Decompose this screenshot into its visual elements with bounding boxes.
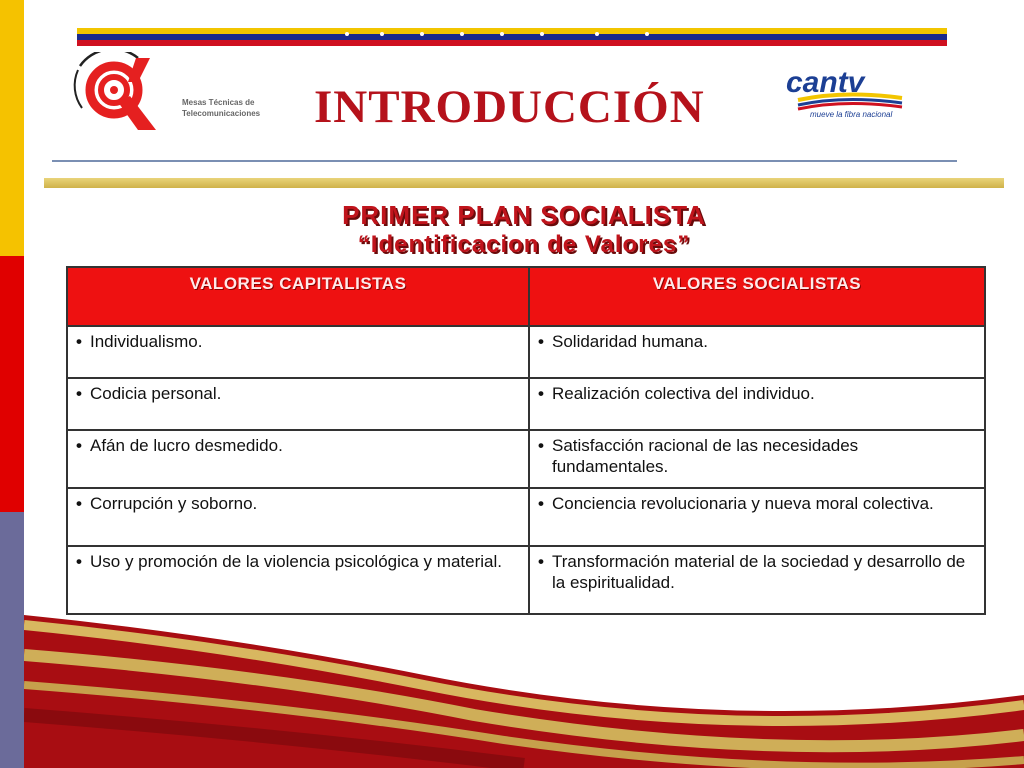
mesas-tecnicas-text bbox=[182, 97, 260, 119]
capitalista-value: Codicia personal. bbox=[90, 384, 222, 403]
column-header-capitalistas: VALORES CAPITALISTAS bbox=[67, 267, 529, 326]
cantv-tagline: mueve la fibra nacional bbox=[810, 110, 893, 119]
cantv-wordmark: cantv bbox=[786, 66, 865, 99]
header-divider bbox=[52, 160, 957, 162]
table-cell: • Conciencia revolucionaria y nueva moral colectiva. bbox=[529, 488, 985, 546]
slide-subtitle: “Identificacion de Valores” bbox=[357, 231, 691, 258]
table-cell: • Individualismo. bbox=[67, 326, 529, 378]
table-cell: • Corrupción y soborno. bbox=[67, 488, 529, 546]
table-cell: • Realización colectiva del individuo. bbox=[529, 378, 985, 430]
slide-title: PRIMER PLAN SOCIALISTA bbox=[342, 200, 706, 230]
mesas-line2: Telecomunicaciones bbox=[182, 109, 261, 118]
table-row bbox=[67, 430, 985, 488]
gold-band bbox=[44, 178, 1004, 188]
capitalista-value: Uso y promoción de la violencia psicológica y material. bbox=[90, 552, 502, 571]
table-cell: • Transformación material de la sociedad y desarrollo de la espiritualidad. bbox=[529, 546, 985, 614]
page-title: INTRODUCCIÓN bbox=[314, 81, 705, 133]
capitalista-value: Corrupción y soborno. bbox=[90, 494, 258, 513]
table-cell: • Afán de lucro desmedido. bbox=[67, 430, 529, 488]
capitalista-value: Individualismo. bbox=[90, 332, 203, 351]
strip-blue bbox=[0, 512, 24, 768]
flag-bar bbox=[77, 28, 947, 46]
capitalista-value: Afán de lucro desmedido. bbox=[90, 436, 283, 455]
left-color-strip bbox=[0, 0, 24, 768]
strip-yellow bbox=[0, 0, 24, 256]
conexion-poder-popular-logo bbox=[72, 52, 182, 134]
socialista-value: Solidaridad humana. bbox=[552, 332, 708, 351]
table-cell: • Solidaridad humana. bbox=[529, 326, 985, 378]
cantv-logo bbox=[784, 62, 914, 124]
content-panel bbox=[44, 188, 1004, 620]
strip-red bbox=[0, 256, 24, 512]
mesas-line1: Mesas Técnicas de bbox=[182, 98, 255, 107]
values-table bbox=[66, 266, 986, 615]
table-cell: • Satisfacción racional de las necesidades fundamentales. bbox=[529, 430, 985, 488]
table-row bbox=[67, 326, 985, 378]
table-cell: • Codicia personal. bbox=[67, 378, 529, 430]
table-cell: • Uso y promoción de la violencia psicológica y material. bbox=[67, 546, 529, 614]
flag-stars bbox=[77, 25, 947, 37]
table-row bbox=[67, 546, 985, 614]
decorative-waves bbox=[24, 615, 1024, 768]
table-row bbox=[67, 378, 985, 430]
socialista-value: Conciencia revolucionaria y nueva moral colectiva. bbox=[552, 494, 934, 513]
table-row bbox=[67, 488, 985, 546]
table-header-row bbox=[67, 267, 985, 326]
socialista-value: Transformación material de la sociedad y desarrollo de la espiritualidad. bbox=[552, 552, 966, 592]
socialista-value: Satisfacción racional de las necesidades fundamentales. bbox=[552, 436, 859, 476]
column-header-socialistas: VALORES SOCIALISTAS bbox=[529, 267, 985, 326]
socialista-value: Realización colectiva del individuo. bbox=[552, 384, 815, 403]
